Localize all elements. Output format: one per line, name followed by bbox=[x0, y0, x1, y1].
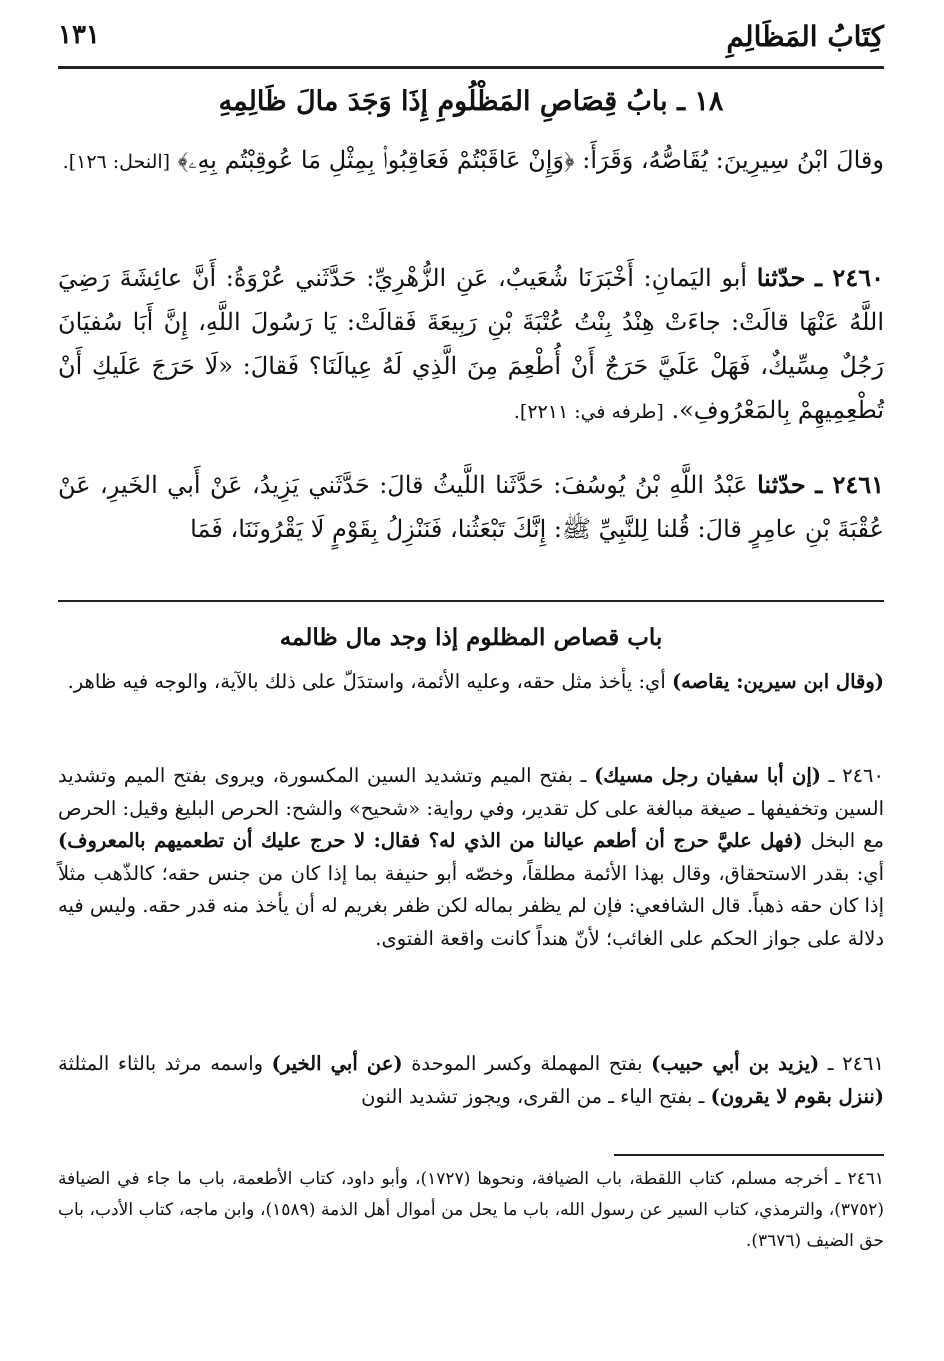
commentary-paragraph-1 bbox=[58, 666, 884, 699]
footnote bbox=[58, 1164, 884, 1257]
section-heading: ١٨ ـ بابُ قِصَاصِ المَظْلُومِ إِذَا وَجَدَ مالَ ظَالِمِهِ bbox=[218, 86, 724, 117]
section-intro bbox=[58, 138, 884, 184]
hadith-number: ٢٤٦١ ـ bbox=[815, 470, 884, 499]
page-header bbox=[58, 18, 884, 64]
commentary-quote: (يزيد بن أبي حبيب) bbox=[651, 1052, 820, 1075]
commentary-divider bbox=[58, 600, 884, 602]
hadith-text: أبو اليَمانِ: أَخْبَرَنَا شُعَيبٌ، عَنِ الزُّهْرِيِّ: حَدَّثَني عُرْوَةُ: أَنَّ عائِشَةَ رَضِيَ اللَّهُ عَنْهَا قالَتْ: جاءَتْ هِنْدُ بِنْتُ عُتْبَةَ بْنِ رَبِيعَةَ فَقالَتْ: يَا رَسُولَ اللَّهِ، إِنَّ أَبَا سُفيَانَ رَجُلٌ مِسِّيكٌ، فَهَلْ عَلَيَّ حَرَجٌ أَنْ أُطْعِمَ مِنَ الَّذِي لَهُ عِيالَنَا؟ فَقالَ: «لَا حَرَجَ عَلَيكِ أَنْ تُطْعِمِيهِمْ بِالمَعْرُوفِ». bbox=[58, 264, 884, 424]
intro-text: وقالَ ابْنُ سِيرِينَ: يُقَاصُّهُ، وَقَرَأَ: ﴿وَإِنْ عَاقَبْتُمْ فَعَاقِبُوا۟ بِمِثْلِ مَا عُوقِبْتُم بِهِۦ﴾ bbox=[177, 146, 884, 174]
book-page bbox=[58, 18, 884, 1338]
commentary-quote: (عن أبي الخير) bbox=[271, 1052, 403, 1075]
hadith-2460 bbox=[58, 256, 884, 434]
footnote-divider bbox=[614, 1154, 884, 1156]
commentary-quote: (ننزل بقوم لا يقرون) bbox=[710, 1084, 884, 1108]
commentary-quote: (وقال ابن سيرين: يقاصه) bbox=[671, 670, 884, 693]
commentary-text: ـ بفتح الميم وتشديد السين المكسورة، ويروى بفتح الميم وتشديد السين وتخفيفها ـ صيغة مبالغة على كل تقدير، وفي رواية: «شحيح» والشح: الحرص البليغ وقيل: الحرص مع البخل bbox=[58, 764, 884, 852]
commentary-quote: (إن أبا سفيان رجل مسيك) bbox=[594, 764, 821, 787]
commentary-paragraph-3 bbox=[58, 1048, 884, 1113]
page-number: ١٣١ bbox=[58, 20, 100, 50]
commentary-number: ٢٤٦١ ـ bbox=[819, 1052, 884, 1075]
commentary-text: ـ بفتح الياء ـ من القرى، ويجوز تشديد النون bbox=[361, 1084, 711, 1108]
commentary-heading: باب قصاص المظلوم إذا وجد مال ظالمه bbox=[279, 624, 663, 651]
footnote-text: ٢٤٦١ ـ أخرجه مسلم، كتاب اللقطة، باب الضيافة، ونحوها (١٧٢٧)، وأبو داود، كتاب الأطعمة، باب ما جاء في الضيافة (٣٧٥٢)، والترمذي، كتاب السير عن رسول الله، باب ما يحل من أموال أهل الذمة (١٥٨٩)، وابن ماجه، كتاب الأدب، باب حق الضيف (٣٦٧٦). bbox=[58, 1169, 884, 1251]
commentary-text: أي: يأخذ مثل حقه، وعليه الأئمة، واستدَلّ على ذلك بالآية، والوجه فيه ظاهر. bbox=[67, 670, 672, 693]
commentary-text: بفتح المهملة وكسر الموحدة bbox=[402, 1052, 652, 1075]
header-divider bbox=[58, 66, 884, 69]
hadith-intro: حدّثنا bbox=[756, 263, 806, 292]
hadith-2461 bbox=[58, 463, 884, 551]
hadith-intro: حدّثنا bbox=[757, 470, 806, 499]
book-title: كِتَابُ المَظَالِمِ bbox=[726, 20, 884, 53]
quran-reference: [النحل: ١٢٦]. bbox=[62, 151, 171, 173]
hadith-text: عَبْدُ اللَّهِ بْنُ يُوسُفَ: حَدَّثَنا اللَّيثُ قالَ: حَدَّثَني يَزِيدُ، عَنْ أَبي الخَيرِ، عَنْ عُقْبَةَ بْنِ عامِرٍ قالَ: قُلنا لِلنَّبِيِّ ﷺ: إِنَّكَ تَبْعَثُنا، فَنَنْزِلُ بِقَوْمٍ لَا يَقْرُونَنَا، فَمَا bbox=[58, 471, 884, 543]
commentary-paragraph-2 bbox=[58, 760, 884, 955]
hadith-number: ٢٤٦٠ ـ bbox=[815, 263, 884, 292]
commentary-number: ٢٤٦٠ ـ bbox=[820, 764, 884, 787]
hadith-reference: [طرفه في: ٢٢١١]. bbox=[513, 401, 664, 423]
commentary-quote: (فهل عليَّ حرج أن أطعم عيالنا من الذي له؟ فقال: لا حرج عليك أن تطعميهم بالمعروف) bbox=[58, 829, 803, 852]
commentary-text: أي: بقدر الاستحقاق، وقال بهذا الأئمة مطلقاً، وخصّه أبو حنيفة بما إذا كان من جنس حقه؛ كالذّهب مثلاً إذا كان حقه ذهباً. قال الشافعي: فإن لم يظفر بماله لكن ظفر بغريم له أن يأخذ منه قدر حقه. وليس فيه دلالة على جواز الحكم على الغائب؛ لأنّ هنداً كانت واقعة الفتوى. bbox=[58, 861, 884, 950]
commentary-text: واسمه مرثد بالثاء المثلثة bbox=[58, 1052, 272, 1075]
